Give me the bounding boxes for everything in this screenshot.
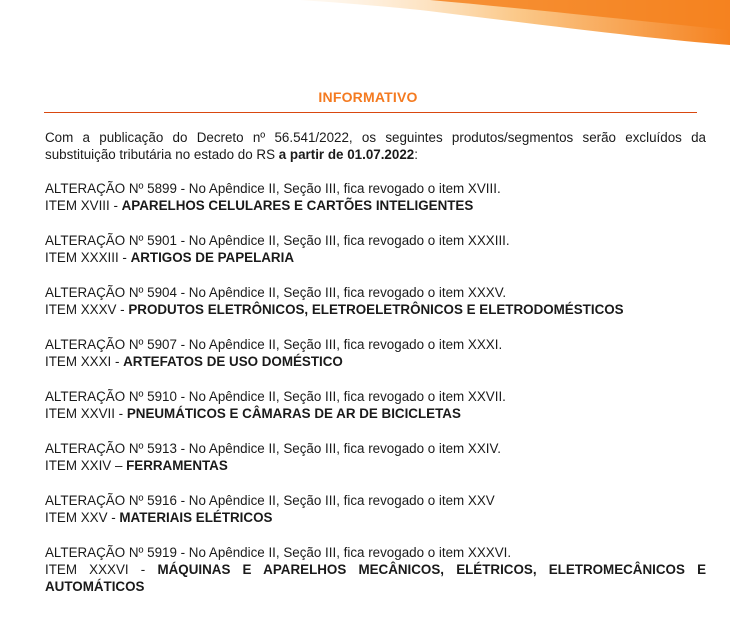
item-name: PNEUMÁTICOS E CÂMARAS DE AR DE BICICLETAS	[126, 406, 461, 421]
intro-end: :	[414, 147, 418, 162]
title-divider	[44, 112, 697, 113]
alteration-text: ALTERAÇÃO Nº 5907 - No Apêndice II, Seção III, fica revogado o item XXXI.	[45, 337, 503, 352]
item-name: MATERIAIS ELÉTRICOS	[119, 510, 273, 525]
alteration-entry	[45, 180, 706, 214]
item-name: PRODUTOS ELETRÔNICOS, ELETROELETRÔNICOS E ELETRODOMÉSTICOS	[128, 302, 624, 317]
alteration-entry	[45, 544, 706, 595]
item-prefix: ITEM XXXV -	[45, 302, 129, 317]
header-swoosh-decoration	[0, 0, 730, 60]
item-name: ARTEFATOS DE USO DOMÉSTICO	[123, 354, 343, 369]
item-prefix: ITEM XXXVI -	[45, 562, 158, 577]
item-prefix: ITEM XXXI -	[45, 354, 124, 369]
alteration-entry	[45, 388, 706, 422]
intro-paragraph	[45, 129, 706, 163]
alteration-entry	[45, 284, 706, 318]
alteration-text: ALTERAÇÃO Nº 5910 - No Apêndice II, Seção III, fica revogado o item XXVII.	[45, 389, 506, 404]
item-prefix: ITEM XXXIII -	[45, 250, 131, 265]
alteration-entry	[45, 336, 706, 370]
intro-text: Com a publicação do Decreto nº 56.541/2022, os seguintes produtos/segmentos serão excluídos da substituição tributária no estado do RS	[45, 130, 706, 162]
item-name: ARTIGOS DE PAPELARIA	[130, 250, 294, 265]
alteration-entry	[45, 440, 706, 474]
intro-date: a partir de 01.07.2022	[278, 147, 415, 162]
alteration-entry	[45, 232, 706, 266]
item-name: MÁQUINAS E APARELHOS MECÂNICOS, ELÉTRICOS, ELETROMECÂNICOS E AUTOMÁTICOS	[45, 562, 706, 594]
page-title: INFORMATIVO	[318, 89, 418, 105]
alteration-text: ALTERAÇÃO Nº 5899 - No Apêndice II, Seção III, fica revogado o item XVIII.	[45, 181, 501, 196]
alteration-text: ALTERAÇÃO Nº 5904 - No Apêndice II, Seção III, fica revogado o item XXXV.	[45, 285, 507, 300]
item-prefix: ITEM XXVII -	[45, 406, 127, 421]
alteration-entry	[45, 492, 706, 526]
item-name: APARELHOS CELULARES E CARTÕES INTELIGENTES	[121, 198, 474, 213]
item-prefix: ITEM XXV -	[45, 510, 120, 525]
alteration-text: ALTERAÇÃO Nº 5916 - No Apêndice II, Seção III, fica revogado o item XXV	[45, 493, 495, 508]
alteration-text: ALTERAÇÃO Nº 5913 - No Apêndice II, Seção III, fica revogado o item XXIV.	[45, 441, 501, 456]
item-prefix: ITEM XVIII -	[45, 198, 122, 213]
alteration-text: ALTERAÇÃO Nº 5919 - No Apêndice II, Seção III, fica revogado o item XXXVI.	[45, 545, 512, 560]
item-name: FERRAMENTAS	[126, 458, 228, 473]
item-prefix: ITEM XXIV –	[45, 458, 127, 473]
alteration-text: ALTERAÇÃO Nº 5901 - No Apêndice II, Seção III, fica revogado o item XXXIII.	[45, 233, 510, 248]
alteration-list	[45, 180, 706, 613]
